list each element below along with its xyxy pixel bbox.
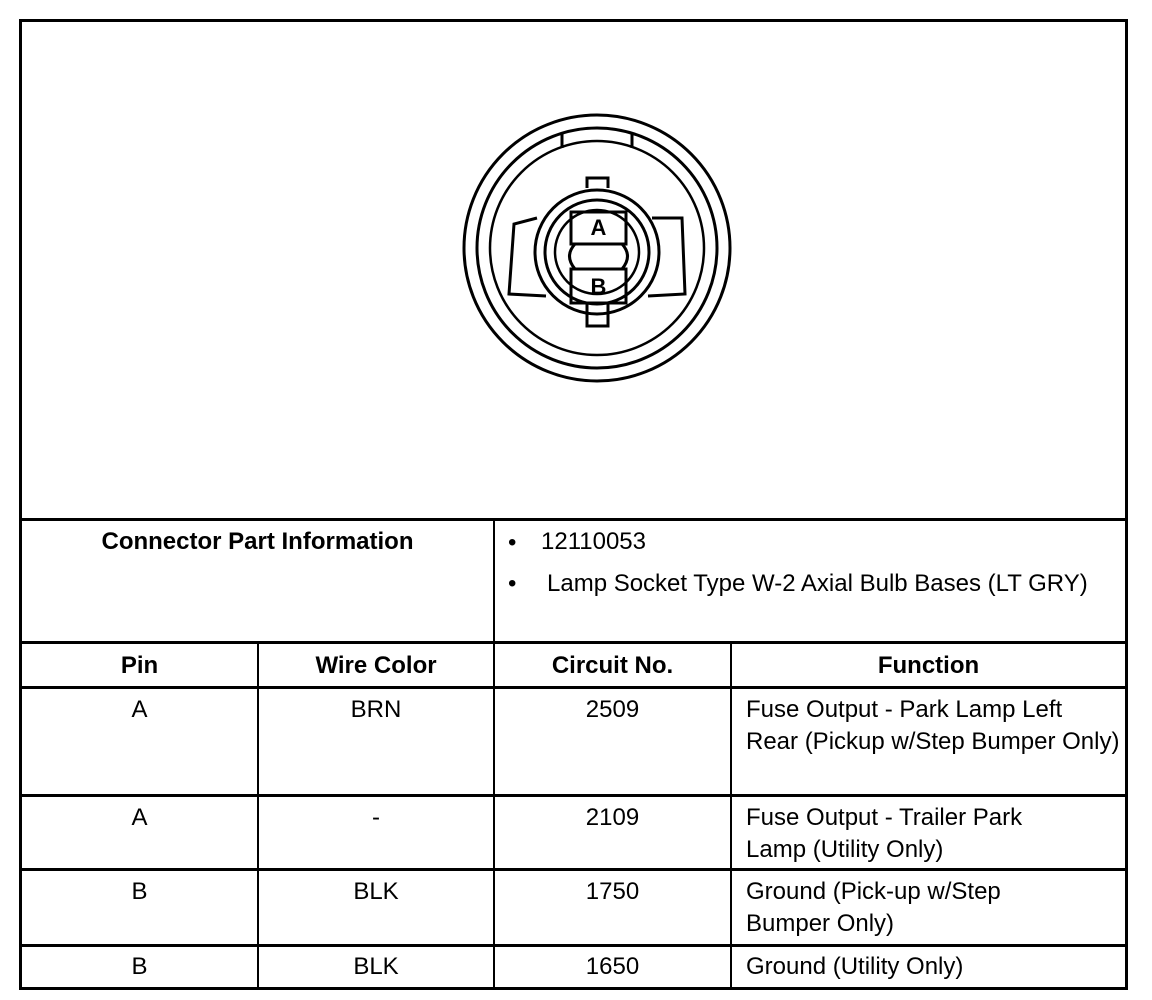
row3-wire-color: BLK: [353, 878, 399, 905]
row4-function: Ground (Utility Only): [746, 953, 964, 980]
connector-face-diagram: [22, 22, 1125, 519]
divider: [22, 641, 1125, 644]
part-info-heading: Connector Part Information: [101, 528, 414, 555]
divider: [22, 686, 1125, 689]
row4-wire-color: BLK: [353, 953, 399, 980]
pin-label-b: B: [590, 274, 607, 299]
row2-wire-color: -: [372, 804, 380, 831]
header-pin: Pin: [120, 652, 159, 679]
pin-label-a: A: [590, 215, 607, 240]
part-description: Lamp Socket Type W-2 Axial Bulb Bases (LT GRY): [547, 570, 1088, 597]
row1-wire-color: BRN: [350, 696, 402, 723]
row2-pin: A: [131, 804, 148, 831]
row1-circuit: 2509: [585, 696, 640, 723]
divider: [730, 641, 732, 987]
divider: [22, 794, 1125, 797]
divider: [493, 518, 495, 987]
row3-function: Ground (Pick-up w/Step Bumper Only): [746, 878, 1001, 937]
divider: [22, 518, 1125, 521]
row1-function: Fuse Output - Park Lamp Left Rear (Pickup w/Step Bumper Only): [746, 696, 1120, 755]
header-wire-color: Wire Color: [315, 652, 437, 679]
row1-pin: A: [131, 696, 148, 723]
header-function: Function: [877, 652, 980, 679]
row4-circuit: 1650: [585, 953, 640, 980]
row4-pin: B: [131, 953, 148, 980]
row2-circuit: 2109: [585, 804, 640, 831]
bullet-marker: •: [508, 529, 517, 556]
row2-function: Fuse Output - Trailer Park Lamp (Utility Only): [746, 804, 1023, 863]
header-circuit-no: Circuit No.: [551, 652, 674, 679]
row3-circuit: 1750: [585, 878, 640, 905]
divider: [22, 868, 1125, 871]
connector-sheet: [19, 19, 1128, 990]
part-number: 12110053: [541, 528, 646, 555]
divider: [22, 944, 1125, 947]
bullet-marker: •: [508, 570, 517, 597]
row3-pin: B: [131, 878, 148, 905]
